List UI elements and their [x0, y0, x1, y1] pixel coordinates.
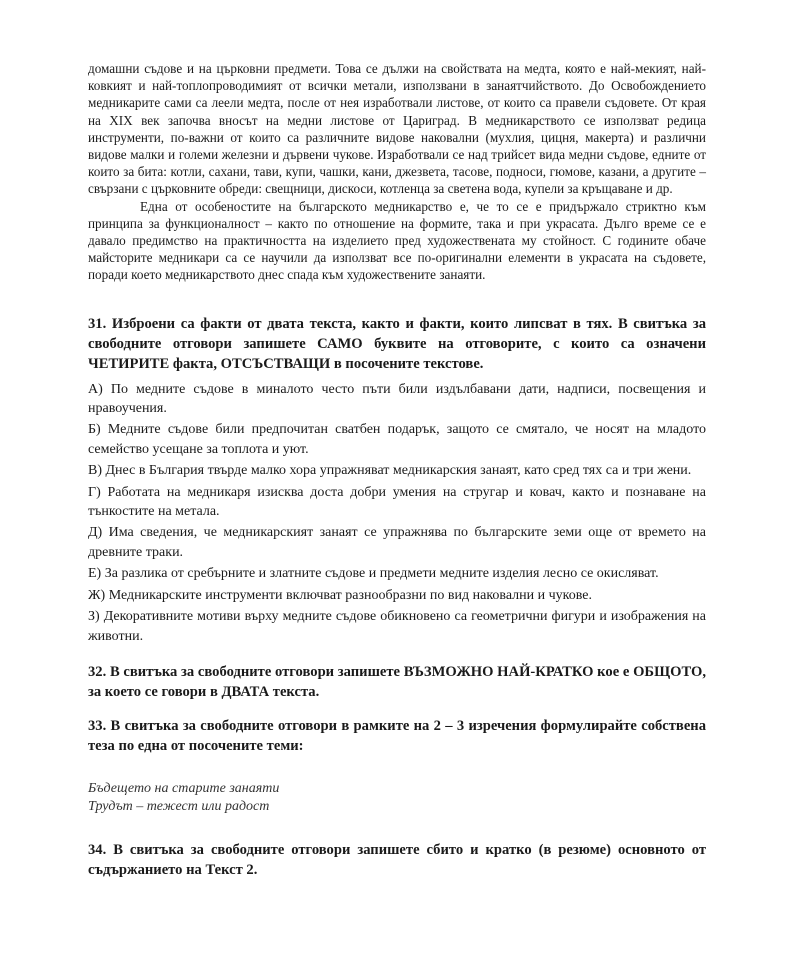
topic-1: Бъдещето на старите занаяти — [88, 780, 280, 796]
option-e: Е) За разлика от сребърните и златните съдове и предмети медните изделия лесно се окисляват. — [88, 566, 659, 582]
paragraph-1: домашни съдове и на църковни предмети. Това се дължи на свойствата на медта, която е най-мекият, най-ковкият и най-топлопроводимият от всички метали, използвани в занаятчийството. До Освобождението медникарите сами са леели медта, после от нея изработвали листове, от които са правели съдовете. От края на XIX век започва вносът на медни листове от Цариград. В медникарството се използват редица инструменти, по-важни от които са различните видове наковални (мухлия, цицня, макерта) и различни видове малки и големи железни и дървени чукове. Изработвали се над трийсет вида медни съдове, едните от които за бита: котли, сахани, тави, купи, чашки, кани, джезвета, тасове, подноси, гюмове, казани, а другите – свързани с църковните обреди: свещници, дискоси, котленца за светена вода, купели за кръщаване и др. — [88, 61, 706, 197]
question-34: 34. В свитъка за свободните отговори запишете сбито и кратко (в резюме) основното от съдържанието на Текст 2. — [88, 841, 706, 878]
option-d: Д) Има сведения, че медникарският занаят се упражнява по българските земи още от времето на древните траки. — [88, 525, 706, 560]
question-31-options — [88, 380, 706, 646]
question-31: 31. Изброени са факти от двата текста, както и факти, които липсват в тях. В свитъка за свободните отговори запишете САМО буквите на отговорите, с които са означени ЧЕТИРИТЕ факта, ОТСЪСТВАЩИ в посочените текстове. — [88, 315, 706, 372]
document-page — [88, 60, 706, 880]
option-zh: Ж) Медникарските инструменти включват разнообразни по вид наковални и чукове. — [88, 587, 593, 603]
option-v: В) Днес в България твърде малко хора упражняват медникарския занаят, като сред тях са и три жени. — [88, 463, 692, 479]
text-excerpt — [88, 60, 706, 284]
question-33: 33. В свитъка за свободните отговори в рамките на 2 – 3 изречения формулирайте собствена теза по една от посочените теми: — [88, 717, 706, 754]
option-b: Б) Медните съдове били предпочитан сватбен подарък, защото се смятало, че носят на младото семейство усещане за топлота и уют. — [88, 422, 706, 457]
question-32: 32. В свитъка за свободните отговори запишете ВЪЗМОЖНО НАЙ-КРАТКО кое е ОБЩОТО, за което се говори в ДВАТА текста. — [88, 663, 706, 700]
option-a: А) По медните съдове в миналото често пъти били издълбавани дати, надписи, посвещения и нравоучения. — [88, 381, 706, 417]
paragraph-2: Една от особеностите на българското медникарство е, че то се е придържало стриктно към принципа за функционалност – както по отношение на формите, така и при украсата. Дълго време се е давало предимство на практичността на изделието пред художествената му стойност. С годините обаче майсторите медникари са се научили да използват все по-оригинални елементи в украсата на съдовете, поради което медникарството днес спада към художествените занаяти. — [88, 198, 706, 283]
essay-topics — [88, 780, 706, 816]
topic-2: Трудът – тежест или радост — [88, 798, 270, 814]
option-g: Г) Работата на медникаря изисква доста добри умения на стругар и ковач, както и познаване на тънкостите на метала. — [88, 484, 706, 520]
option-z: З) Декоративните мотиви върху медните съдове обикновено са геометрични фигури и изображения на животни. — [88, 609, 706, 644]
